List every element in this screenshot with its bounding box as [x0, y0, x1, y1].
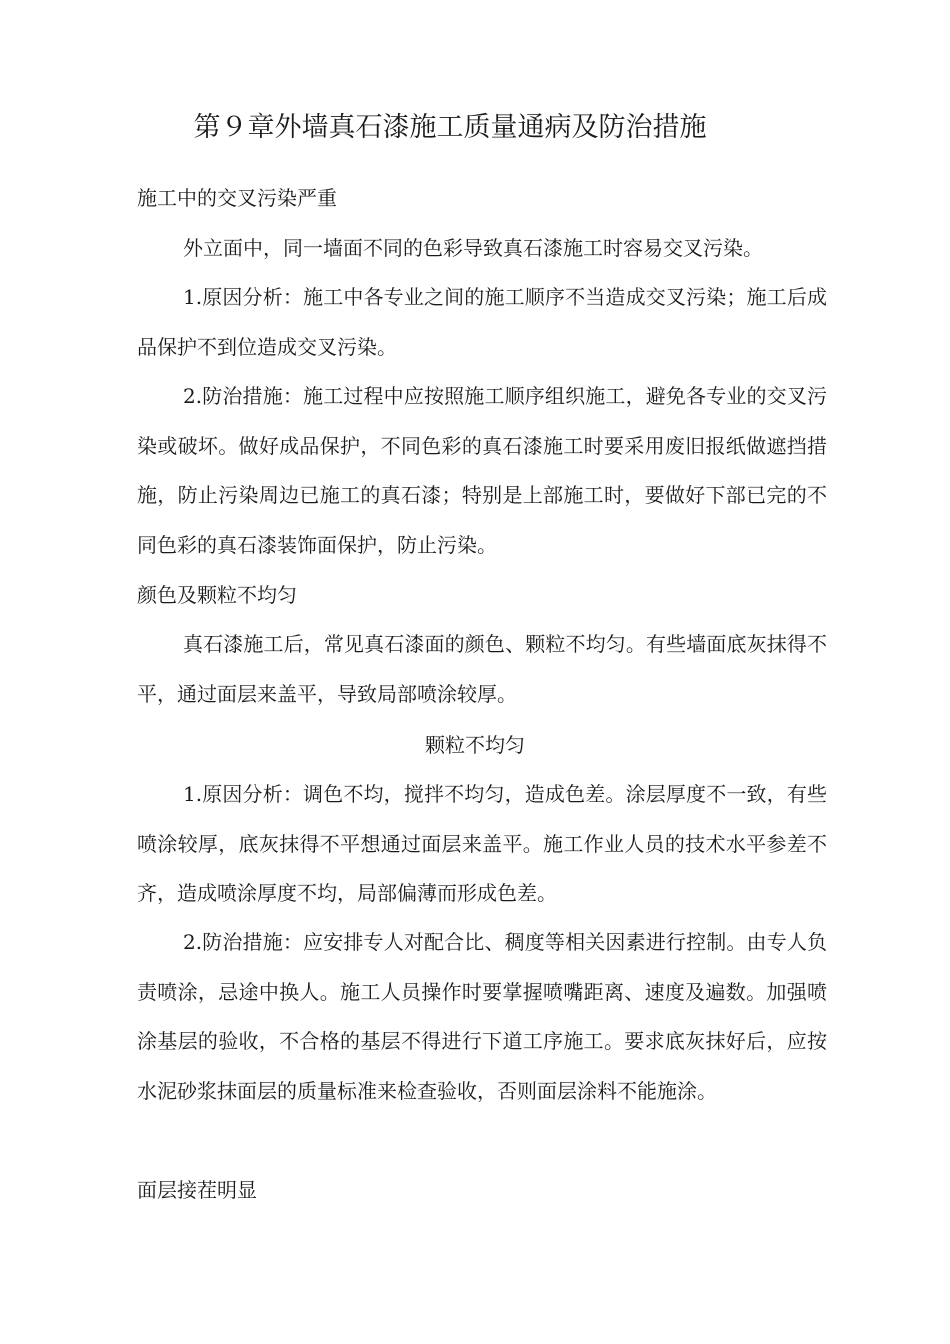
section-heading-color-uneven: 颜色及颗粒不均匀 — [137, 583, 297, 607]
paragraph-color-uneven-intro: 真石漆施工后，常见真石漆面的颜色、颗粒不均匀。有些墙面底灰抹得不平，通过面层来盖平，导致局部喷涂较厚。 — [137, 632, 827, 706]
paragraph-cause-analysis-1: 1.原因分析：施工中各专业之间的施工顺序不当造成交叉污染；施工后成品保护不到位造成交叉污染。 — [137, 285, 827, 359]
paragraph-cause-analysis-2: 1.原因分析：调色不均，搅拌不均匀，造成色差。涂层厚度不一致，有些喷涂较厚，底灰抹得不平想通过面层来盖平。施工作业人员的技术水平参差不齐，造成喷涂厚度不均，局部偏薄而形成色差。 — [137, 782, 827, 906]
section-heading-joint-visible: 面层接茬明显 — [137, 1178, 257, 1202]
paragraph-prevention-1: 2.防治措施：施工过程中应按照施工顺序组织施工，避免各专业的交叉污染或破坏。做好成品保护，不同色彩的真石漆施工时要采用废旧报纸做遮挡措施，防止污染周边已施工的真石漆；特别是上部施工时，要做好下部已完的不同色彩的真石漆装饰面保护，防止污染。 — [137, 384, 827, 557]
chapter-title: 第９章外墙真石漆施工质量通病及防治措施 — [193, 112, 707, 143]
paragraph-prevention-2: 2.防治措施：应安排专人对配合比、稠度等相关因素进行控制。由专人负责喷涂，忌途中换人。施工人员操作时要掌握喷嘴距离、速度及遍数。加强喷涂基层的验收，不合格的基层不得进行下道工序施工。要求底灰抹好后，应按水泥砂浆抹面层的质量标准来检查验收，否则面层涂料不能施涂。 — [137, 930, 827, 1103]
section-heading-cross-contamination: 施工中的交叉污染严重 — [137, 186, 337, 210]
paragraph-intro: 外立面中，同一墙面不同的色彩导致真石漆施工时容易交叉污染。 — [183, 236, 763, 260]
figure-caption: 颗粒不均匀 — [425, 733, 525, 757]
